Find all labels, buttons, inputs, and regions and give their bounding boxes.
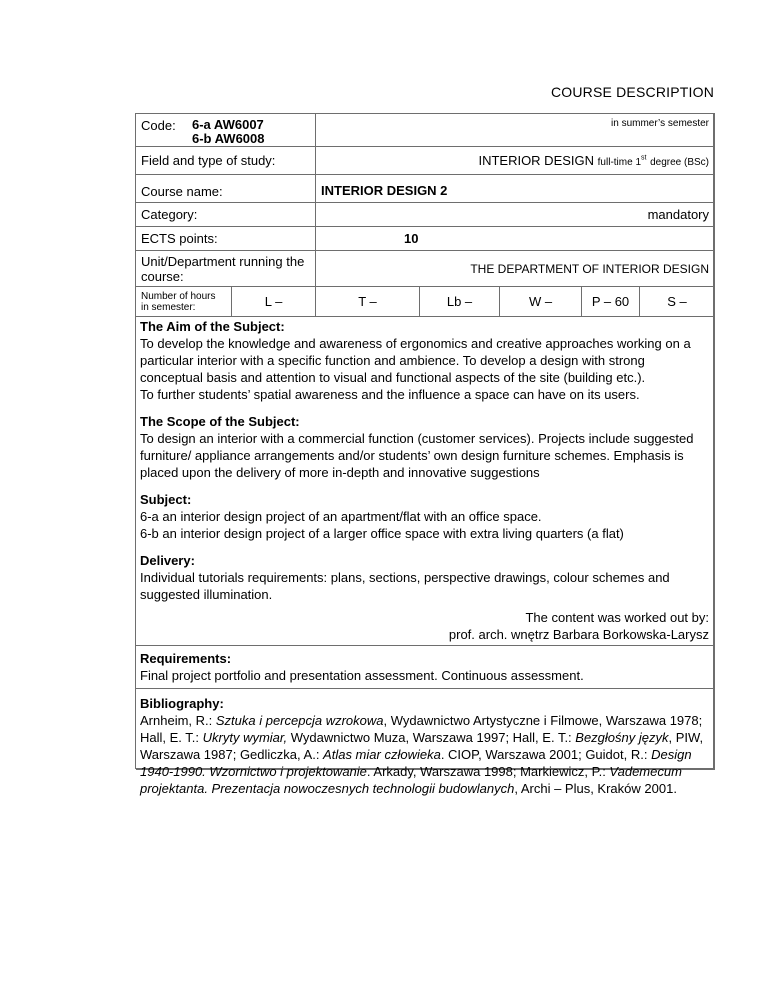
hours-row [136, 287, 715, 317]
hours-lb: Lb – [420, 287, 500, 317]
course-name-value: INTERIOR DESIGN 2 [316, 175, 715, 203]
ects-label: ECTS points: [136, 227, 316, 251]
unit-label: Unit/Department running the course: [136, 251, 316, 287]
field-value-main: INTERIOR DESIGN [478, 153, 595, 168]
aim-text-1: To develop the knowledge and awareness of ergonomics and creative approaches working on a particular interior with a specific function and ambience. To develop a design with strong conceptual basis and attention to visual and functional aspects of the site (building etc.). [140, 336, 691, 385]
unit-row [136, 251, 715, 287]
bibliography-text [140, 712, 709, 797]
course-name-row [136, 175, 715, 203]
bibliography-segment: Vademecum projektanta. Prezentacja nowoczesnych technologii budowlanych [140, 764, 682, 796]
delivery-section [135, 546, 714, 645]
semester-value: in summer’s semester [316, 114, 715, 147]
bibliography-segment: . CIOP, Warszawa 2001; Guidot, R.: [440, 747, 652, 762]
scope-text: To design an interior with a commercial function (customer services). Projects include suggested furniture/ appliance arrangements and/or students’ own design furniture schemes. Emphasis is placed upon the delivery of more in-depth and innovative suggestions [140, 431, 694, 480]
delivery-text: Individual tutorials requirements: plans, sections, perspective drawings, colour schemes and suggested illumination. [140, 570, 670, 602]
aim-text-2: To further students’ spatial awareness and the influence a space can have on its users. [140, 387, 640, 402]
subject-section [135, 485, 714, 546]
unit-value: THE DEPARTMENT OF INTERIOR DESIGN [316, 251, 715, 287]
bibliography-segment: Wydawnictwo Muza, Warszawa 1997; Hall, E. T.: [287, 730, 576, 745]
bibliography-segment: , Wydawnictwo Artystyczne i Filmowe, Warszawa 1978; Hall, E. T.: [140, 713, 703, 745]
bibliography-segment: , Archi – Plus, Kraków 2001. [514, 781, 677, 796]
course-info-table [135, 113, 715, 317]
description-sections [135, 314, 714, 801]
author-line-1: The content was worked out by: [525, 610, 709, 625]
code-label: Code: [141, 118, 176, 133]
code-b: 6-b AW6008 [192, 131, 265, 146]
hours-w: W – [500, 287, 582, 317]
scope-section [135, 407, 714, 485]
bibliography-segment: Design 1940-1990. Wzornictwo i projektowanie [140, 747, 692, 779]
bibliography-segment: . Arkady, Warszawa 1998; Markiewicz, P.: [366, 764, 610, 779]
course-name-label: Course name: [136, 175, 316, 203]
hours-t: T – [316, 287, 420, 317]
bibliography-title: Bibliography: [140, 696, 224, 711]
requirements-title: Requirements: [140, 651, 232, 666]
code-row [136, 114, 715, 147]
requirements-text: Final project portfolio and presentation assessment. Continuous assessment. [140, 668, 584, 683]
bibliography-section [135, 688, 714, 801]
field-value [316, 147, 715, 175]
scope-title: The Scope of the Subject: [140, 414, 300, 429]
delivery-title: Delivery: [140, 553, 195, 568]
ects-value: 10 [316, 227, 715, 251]
bibliography-segment: Bezgłośny język [575, 730, 669, 745]
hours-p: P – 60 [582, 287, 640, 317]
bibliography-segment: , PIW, Warszawa 1987; Gedliczka, A.: [140, 730, 704, 762]
subject-title: Subject: [140, 492, 192, 507]
hours-l: L – [232, 287, 316, 317]
field-row [136, 147, 715, 175]
subject-b: 6-b an interior design project of a larger office space with extra living quarters (a flat) [140, 526, 624, 541]
category-row [136, 203, 715, 227]
author-line-2: prof. arch. wnętrz Barbara Borkowska-Larysz [448, 627, 709, 642]
hours-label: Number of hours in semester: [136, 287, 232, 317]
field-label: Field and type of study: [136, 147, 316, 175]
aim-title: The Aim of the Subject: [140, 319, 285, 334]
field-value-small-pre: full-time 1 [597, 157, 642, 168]
aim-section [135, 314, 714, 407]
bibliography-segment: Ukryty wymiar, [202, 730, 288, 745]
hours-s: S – [640, 287, 715, 317]
subject-a: 6-a an interior design project of an apartment/flat with an office space. [140, 509, 542, 524]
bibliography-segment: Sztuka i percepcja wzrokowa [215, 713, 384, 728]
code-a: 6-a AW6007 [192, 117, 264, 132]
category-value: mandatory [316, 203, 715, 227]
document-title: COURSE DESCRIPTION [550, 84, 714, 100]
category-label: Category: [136, 203, 316, 227]
bibliography-segment: Arnheim, R.: [140, 713, 216, 728]
field-value-small-post: degree (BSc) [650, 157, 710, 168]
requirements-section [135, 645, 714, 688]
field-value-sup: st [641, 154, 647, 162]
code-cell [136, 114, 316, 147]
bibliography-segment: Atlas miar człowieka [323, 747, 441, 762]
ects-row [136, 227, 715, 251]
